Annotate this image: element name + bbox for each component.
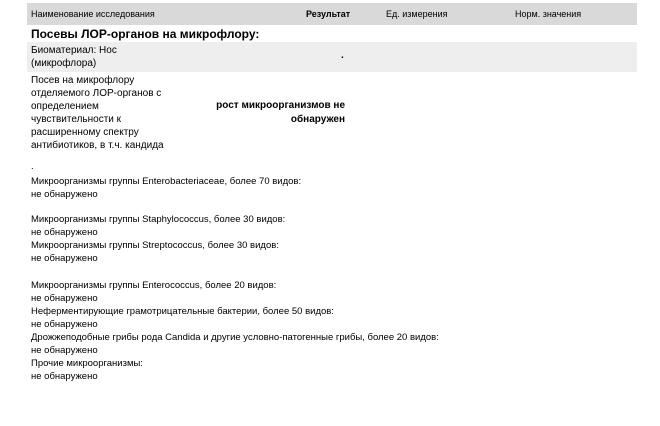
detail-line: не обнаружено xyxy=(31,189,98,200)
test-name-line: определением xyxy=(31,101,99,112)
biomaterial-line-1: Биоматериал: Нос xyxy=(31,45,117,56)
detail-line: не обнаружено xyxy=(31,371,98,382)
test-name-line: чувствительности к xyxy=(31,114,122,125)
test-name xyxy=(31,74,176,152)
section-title: Посевы ЛОР-органов на микрофлору: xyxy=(31,27,260,41)
test-result xyxy=(200,99,345,126)
column-header-result: Результат xyxy=(306,9,351,19)
detail-line: Микроорганизмы группы Enterobacteriaceae, более 70 видов: xyxy=(31,176,302,187)
biomaterial-label xyxy=(31,44,191,70)
test-result-line: рост микроорганизмов не xyxy=(216,100,345,111)
biomaterial-line-2: (микрофлора) xyxy=(31,58,97,69)
biomaterial-row xyxy=(27,42,637,72)
detail-line: не обнаружено xyxy=(31,253,98,264)
test-name-line: расширенному спектру xyxy=(31,127,139,138)
detail-line: Прочие микроорганизмы: xyxy=(31,358,143,369)
detail-line: Неферментирующие грамотрицательные бактерии, более 50 видов: xyxy=(31,306,334,317)
table-header xyxy=(27,3,637,25)
detail-line: не обнаружено xyxy=(31,319,98,330)
column-header-name: Наименование исследования xyxy=(31,9,155,19)
biomaterial-result: . xyxy=(341,50,344,61)
detail-line: Микроорганизмы группы Enterococcus, более 20 видов: xyxy=(31,280,277,291)
details-dot: . xyxy=(31,161,34,172)
test-name-line: антибиотиков, в т.ч. кандида xyxy=(31,140,164,151)
detail-line: Дрожжеподобные грибы рода Candida и другие условно-патогенные грибы, более 20 видов: xyxy=(31,332,439,343)
column-header-norm: Норм. значения xyxy=(515,9,582,19)
test-name-line: Посев на микрофлору xyxy=(31,75,135,86)
detail-line: Микроорганизмы группы Staphylococcus, более 30 видов: xyxy=(31,214,286,225)
test-result-line: обнаружен xyxy=(290,113,345,125)
test-name-line: отделяемого ЛОР-органов с xyxy=(31,88,162,99)
detail-line: не обнаружено xyxy=(31,293,98,304)
detail-line: не обнаружено xyxy=(31,227,98,238)
detail-line: не обнаружено xyxy=(31,345,98,356)
detail-line: Микроорганизмы группы Streptococcus, более 30 видов: xyxy=(31,240,279,251)
column-header-units: Ед. измерения xyxy=(386,9,448,19)
